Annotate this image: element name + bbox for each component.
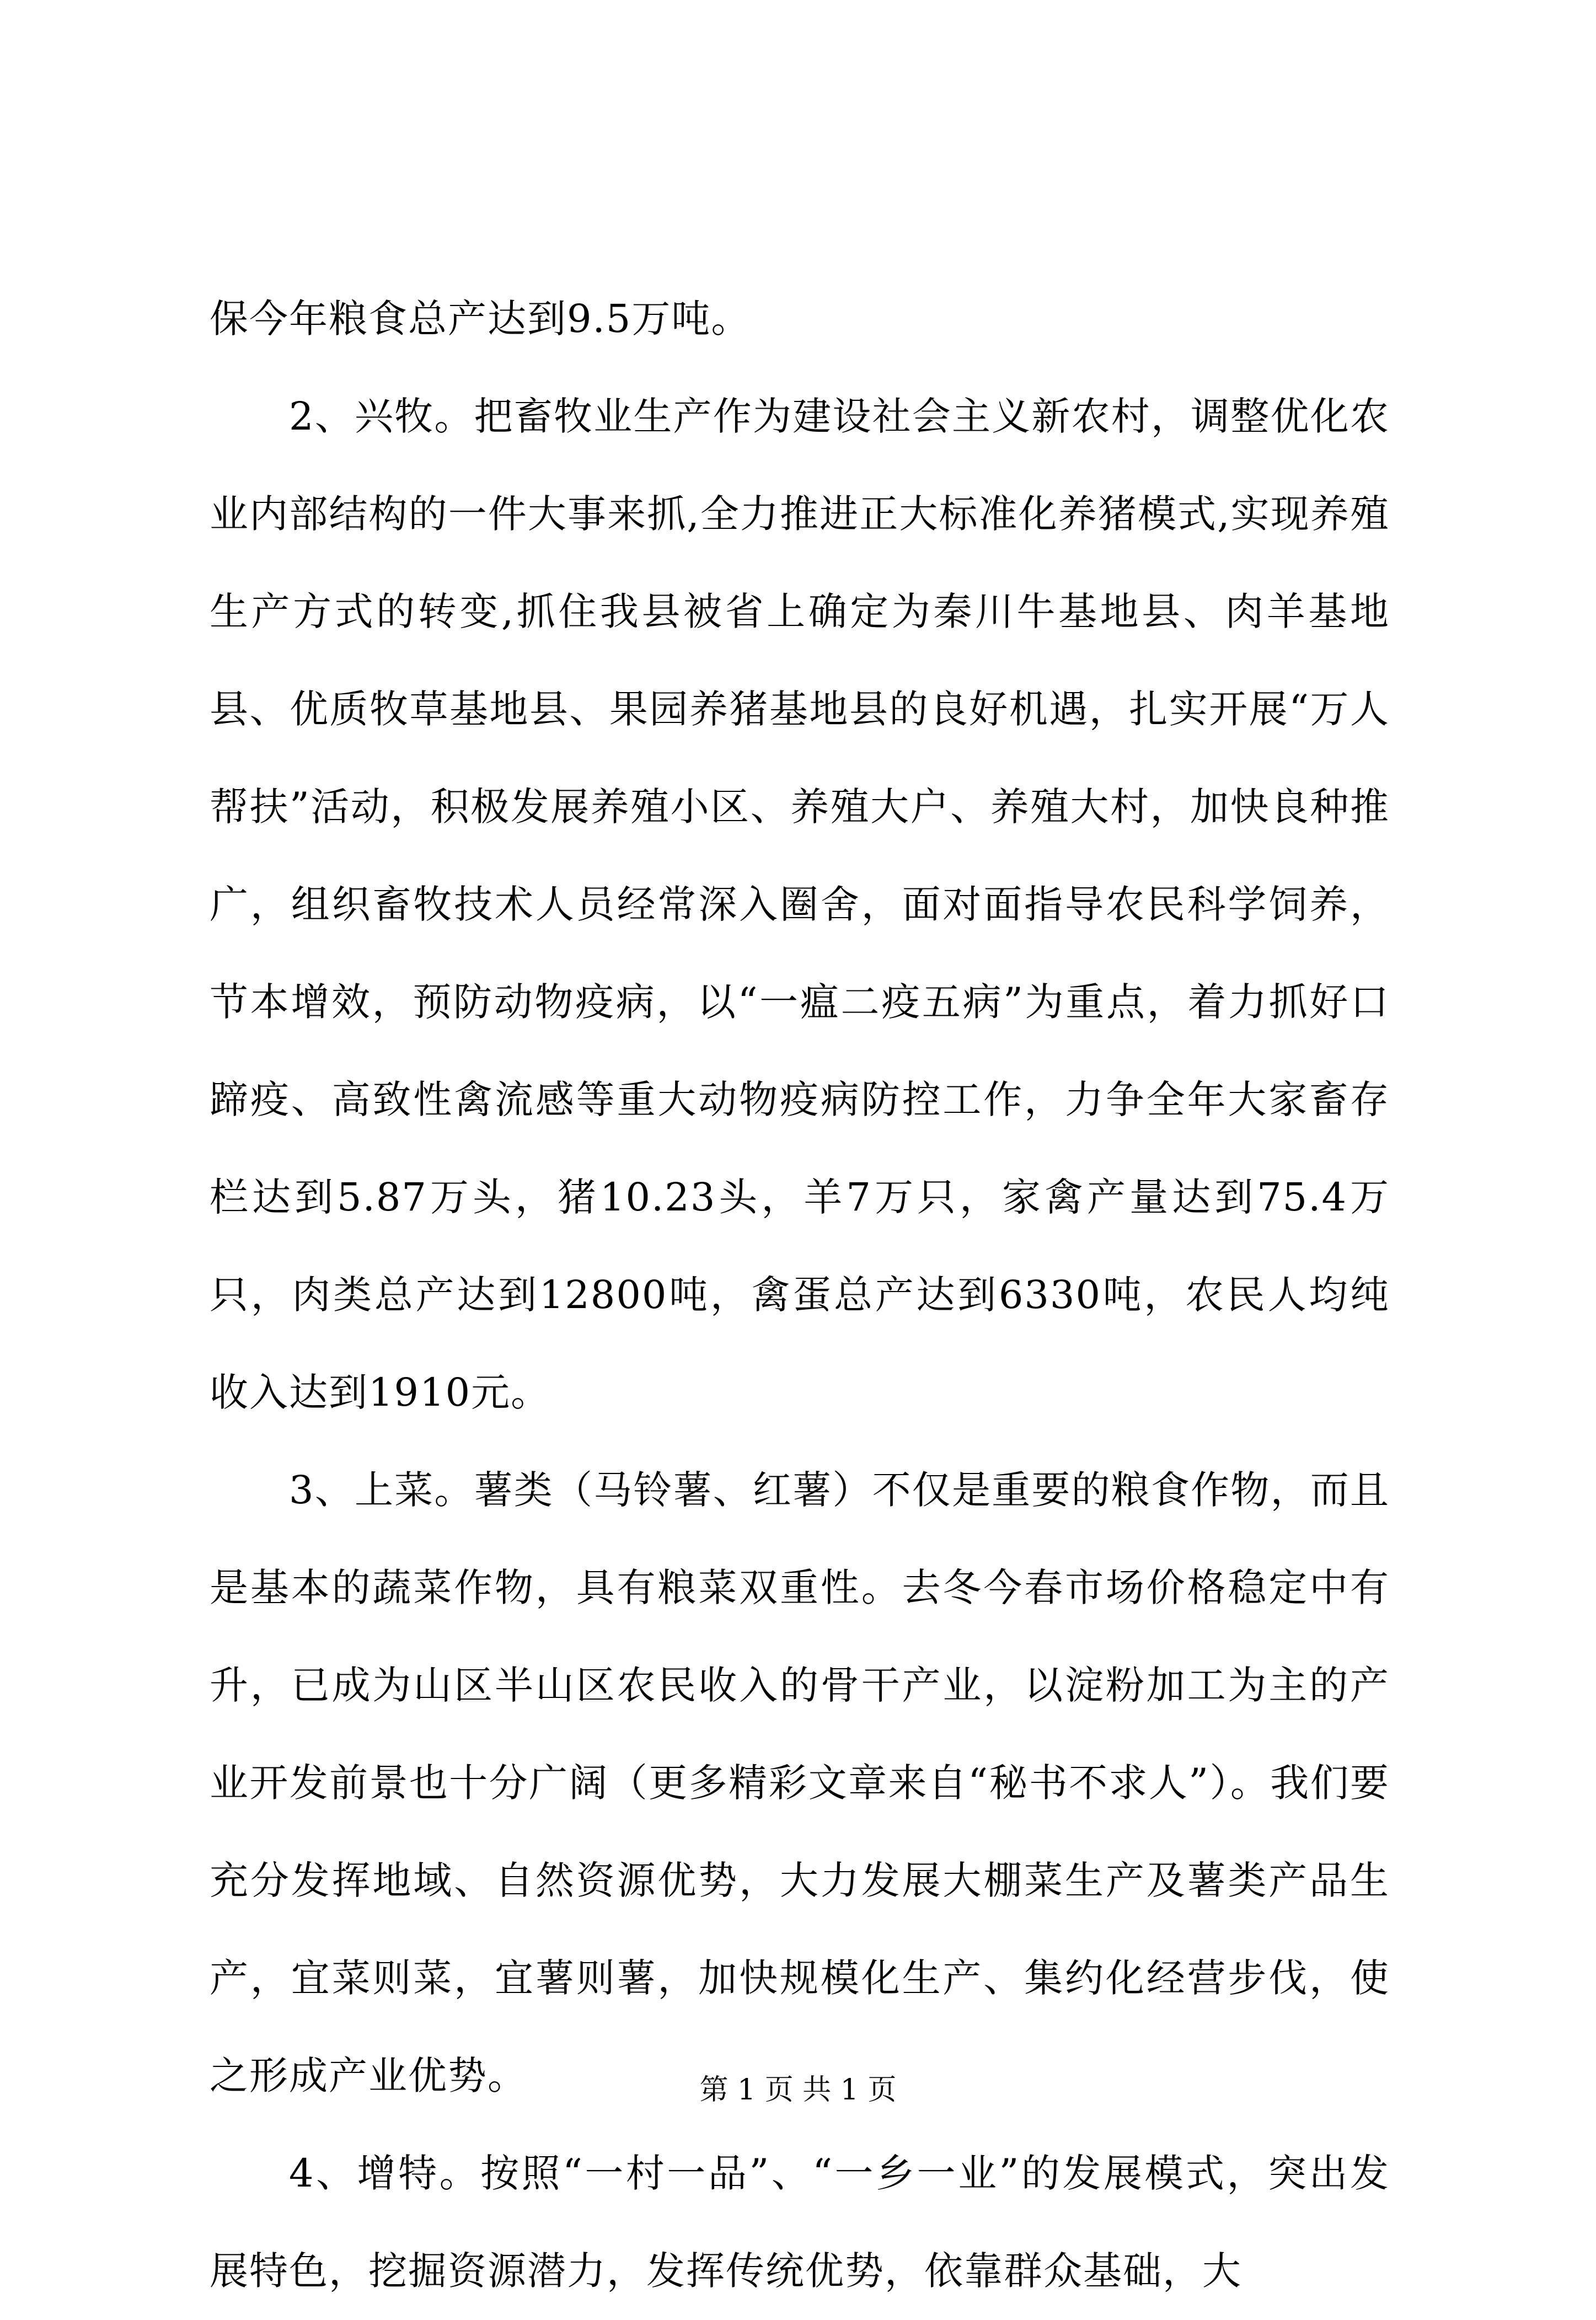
page-footer: 第 1 页 共 1 页 [699, 2073, 897, 2107]
paragraph-zengte: 4、增特。按照“一村一品”、“一乡一业”的发展模式，突出发展特色，挖掘资源潜力，发挥传统优势，依靠群众基础，大 [210, 2151, 1390, 2294]
paragraph-continuation: 保今年粮食总产达到9.5万吨。 [210, 296, 751, 341]
paragraph-shangcai: 3、上菜。薯类（马铃薯、红薯）不仅是重要的粮食作物，而且是基本的蔬菜作物，具有粮菜双重性。去冬今春市场价格稳定中有升，已成为山区半山区农民收入的骨干产业，以淀粉加工为主的产业开发前景也十分广阔（更多精彩文章来自“秘书不求人”）。我们要充分发挥地域、自然资源优势，大力发展大棚菜生产及薯类产品生产，宜菜则菜，宜薯则薯，加快规模化生产、集约化经营步伐，使之形成产业优势。 [210, 1467, 1390, 2098]
document-body [210, 270, 1390, 2320]
paragraph-xingmu: 2、兴牧。把畜牧业生产作为建设社会主义新农村，调整优化农业内部结构的一件大事来抓,全力推进正大标准化养猪模式,实现养殖生产方式的转变,抓住我县被省上确定为秦川牛基地县、肉羊基地县、优质牧草基地县、果园养猪基地县的良好机遇，扎实开展“万人帮扶”活动，积极发展养殖小区、养殖大户、养殖大村，加快良种推广，组织畜牧技术人员经常深入圈舍，面对面指导农民科学饲养，节本增效，预防动物疫病，以“一瘟二疫五病”为重点，着力抓好口蹄疫、高致性禽流感等重大动物疫病防控工作，力争全年大家畜存栏达到5.87万头，猪10.23头，羊7万只，家禽产量达到75.4万只，肉类总产达到12800吨，禽蛋总产达到6330吨，农民人均纯收入达到1910元。 [210, 394, 1390, 1415]
